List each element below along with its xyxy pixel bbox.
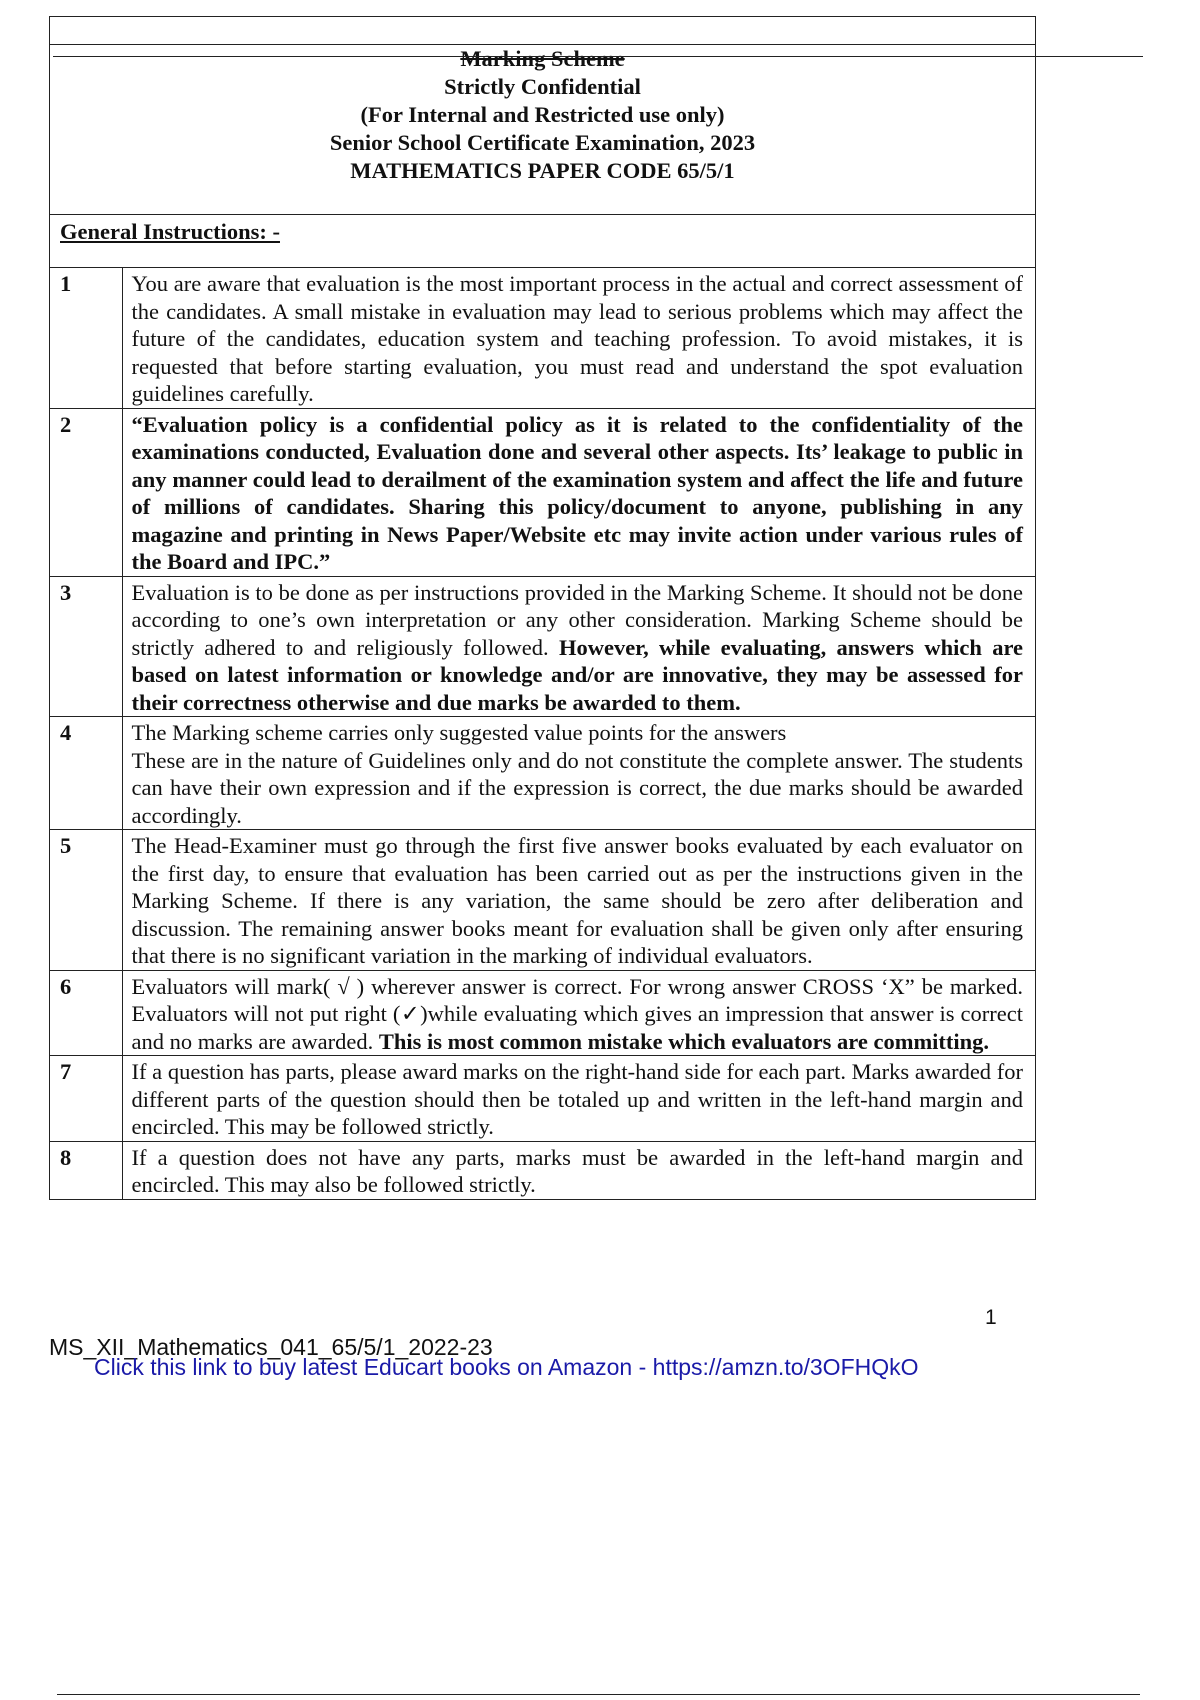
row-number: 6	[50, 970, 122, 1056]
row-number: 7	[50, 1056, 122, 1142]
row-number: 8	[50, 1141, 122, 1199]
marking-scheme-frame	[49, 16, 1036, 1200]
top-strip	[50, 17, 1035, 45]
table-row	[50, 970, 1035, 1056]
document-code: MS_XII_Mathematics_041_65/5/1_2022-23	[49, 1334, 493, 1360]
document-header	[50, 45, 1035, 215]
general-instructions-label: General Instructions: -	[60, 219, 280, 244]
header-paper-code: MATHEMATICS PAPER CODE 65/5/1	[350, 158, 735, 183]
header-title: Marking Scheme	[460, 46, 625, 71]
header-overline-rule	[53, 56, 1143, 57]
table-row	[50, 830, 1035, 971]
row-text	[122, 717, 1035, 830]
row-text-line2: These are in the nature of Guidelines only and do not constitute the complete answer. The students can have their own expression and if the expression is correct, the due marks should be awarded accordingly.	[131, 747, 1023, 828]
row-text: “Evaluation policy is a confidential policy as it is related to the confidentiality of the examinations conducted, Evaluation done and several other aspects. Its’ leakage to public in any manner could lead to derailment of the examination system and affect the life and future of millions of candidates. Sharing this policy/document to anyone, publishing in any magazine and printing in News Paper/Website etc may invite action under various rules of the Board and IPC.”	[122, 408, 1035, 576]
row-number: 2	[50, 408, 122, 576]
row-text	[122, 576, 1035, 717]
row-text-regular: Evaluation is to be done as per instructions provided in the Marking Scheme. It should not be done according to one’s own interpretation or any other consideration. Marking Scheme should be strictly adhered to and religiously followed.	[131, 579, 1023, 660]
table-row	[50, 717, 1035, 830]
row-text: The Head-Examiner must go through the first five answer books evaluated by each evaluator on the first day, to ensure that evaluation has been carried out as per the instructions given in the Marking Scheme. If there is any variation, the same should be zero after deliberation and discussion. The remaining answer books meant for evaluation shall be given only after ensuring that there is no significant variation in the marking of individual evaluators.	[122, 830, 1035, 971]
row-text-line1: The Marking scheme carries only suggested value points for the answers	[131, 720, 787, 745]
row-text: You are aware that evaluation is the most important process in the actual and correct assessment of the candidates. A small mistake in evaluation may lead to serious problems which may affect the future of the candidates, education system and teaching profession. To avoid mistakes, it is requested that before starting evaluation, you must read and understand the spot evaluation guidelines carefully.	[131, 271, 1023, 406]
row-number: 4	[50, 717, 122, 830]
row-number: 1	[50, 268, 122, 408]
row-text-bold: However, while evaluating, answers which are based on latest information or knowledge and/or are innovative, they may be assessed for their correctness otherwise and due marks be awarded to them.	[131, 634, 1024, 715]
table-row	[50, 1141, 1035, 1199]
page-number: 1	[985, 1306, 997, 1329]
row-text: If a question does not have any parts, marks must be awarded in the left-hand margin and encircled. This may also be followed strictly.	[122, 1141, 1035, 1199]
row-text-bold: This is most common mistake which evaluators are committing.	[378, 1028, 990, 1054]
general-instructions-heading	[50, 215, 1035, 268]
amazon-link[interactable]: Click this link to buy latest Educart books on Amazon - https://amzn.to/3OFHQkO	[94, 1354, 919, 1380]
row-number: 5	[50, 830, 122, 971]
table-row	[50, 576, 1035, 717]
row-text: If a question has parts, please award marks on the right-hand side for each part. Marks awarded for different parts of the question should then be totaled up and written in the left-hand margin and encircled. This may be followed strictly.	[122, 1056, 1035, 1142]
header-exam: Senior School Certificate Examination, 2023	[329, 130, 756, 155]
row-text	[122, 970, 1035, 1056]
instructions-table	[50, 268, 1035, 1199]
bottom-rule	[57, 1694, 1140, 1695]
header-restricted: (For Internal and Restricted use only)	[360, 102, 725, 127]
header-confidential: Strictly Confidential	[444, 74, 641, 99]
table-row	[50, 1056, 1035, 1142]
row-number: 3	[50, 576, 122, 717]
table-row	[50, 408, 1035, 576]
table-row	[50, 268, 1035, 408]
row-text-regular: Evaluators will mark( √ ) wherever answer is correct. For wrong answer CROSS ‘X” be marked. Evaluators will not put right (✓)while evaluating which gives an impression that answer is correct and no marks are awarded.	[131, 973, 1023, 1054]
